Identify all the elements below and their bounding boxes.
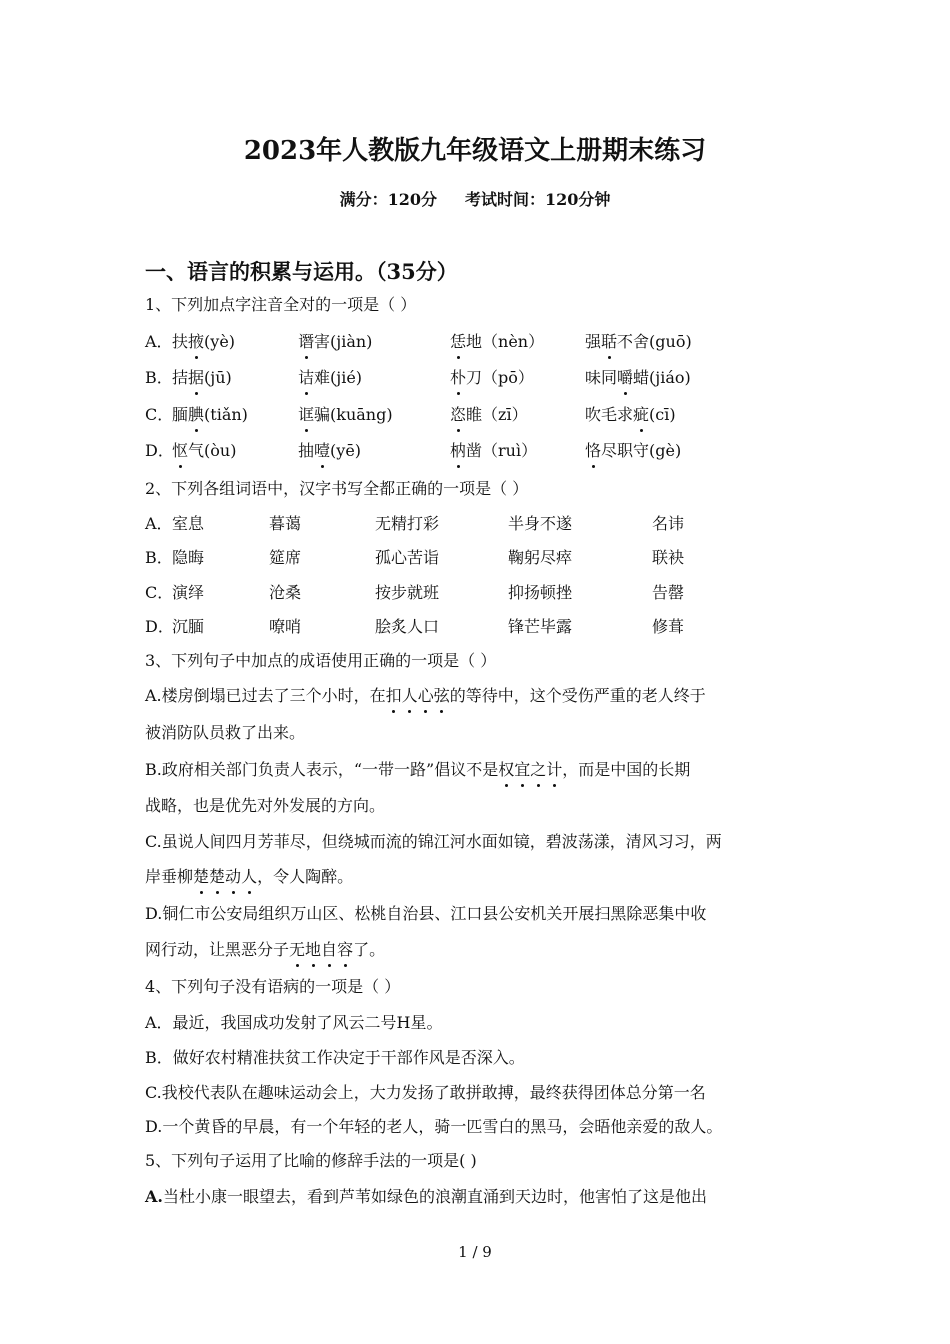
text: 刀（pō） <box>466 368 534 387</box>
text: 腼 <box>172 405 189 424</box>
question-4-option-c: C.我校代表队在趣味运动会上，大力发扬了敢拼敢搏，最终获得团体总分第一名 <box>145 1083 706 1102</box>
text: (jū) <box>204 368 232 387</box>
exam-time: 考试时间：120分钟 <box>465 190 611 209</box>
text: 强 <box>585 332 602 351</box>
dotted-char: 掖 <box>188 332 205 351</box>
dotted-char: 计 <box>546 760 563 779</box>
word-item: 隐晦 <box>172 548 205 567</box>
pinyin-item <box>172 440 236 462</box>
dotted-char: 无 <box>289 940 306 959</box>
text: 抽 <box>298 441 315 460</box>
text: 了。 <box>353 940 386 959</box>
question-4-stem: 4、下列句子没有语病的一项是（ ） <box>145 977 401 996</box>
question-3-option-d-cont <box>145 939 385 961</box>
text: 睢（zī） <box>466 405 528 424</box>
dotted-char: 据 <box>188 368 205 387</box>
question-3-option-c-cont <box>145 866 353 888</box>
dotted-char: 诘 <box>298 368 315 387</box>
word-item: 鞠躬尽瘁 <box>508 548 573 567</box>
pinyin-item <box>298 404 393 426</box>
word-item: 锋芒毕露 <box>508 617 573 636</box>
question-5-stem: 5、下列句子运用了比喻的修辞手法的一项是( ) <box>145 1151 477 1170</box>
option-label: B． <box>145 548 173 567</box>
text: 蜡(jiáo) <box>633 368 691 387</box>
pinyin-item <box>585 331 692 353</box>
dotted-char: 容 <box>337 940 354 959</box>
text: 拮 <box>172 368 189 387</box>
text: 味同 <box>585 368 618 387</box>
dotted-char: 自 <box>321 940 338 959</box>
pinyin-item <box>298 440 361 462</box>
full-score: 满分：120分 <box>339 190 437 209</box>
text: ，而是中国的长期 <box>562 760 691 779</box>
word-item: 名讳 <box>652 514 685 533</box>
pinyin-item <box>450 440 537 462</box>
word-item: 筵席 <box>269 548 302 567</box>
text: 网行动，让黑恶分子 <box>145 940 290 959</box>
dotted-char: 扣 <box>385 686 402 705</box>
text: 气(òu) <box>188 441 237 460</box>
text: 扶 <box>172 332 189 351</box>
text: 尽职守(gè) <box>601 441 682 460</box>
pinyin-item <box>172 404 248 426</box>
question-5-option-a <box>145 1186 707 1208</box>
text: 难(jié) <box>314 368 363 387</box>
question-4-option-d: D.一个黄昏的早晨，有一个年轻的老人，骑一匹雪白的黑马，会晤他亲爱的敌人。 <box>145 1117 723 1136</box>
word-item: 脍炙人口 <box>375 617 440 636</box>
pinyin-item <box>172 367 232 389</box>
pinyin-item <box>585 404 676 426</box>
question-3-option-a <box>145 685 706 707</box>
pinyin-item <box>450 404 528 426</box>
word-item: 告罄 <box>652 583 685 602</box>
pinyin-item <box>298 331 372 353</box>
dotted-char: 恁 <box>450 332 467 351</box>
option-label: D． <box>145 441 174 460</box>
dotted-char: 腆 <box>188 405 205 424</box>
dotted-char: 地 <box>305 940 322 959</box>
text: 当杜小康一眼望去，看到芦苇如绿色的浪潮直涌到天边时，他害怕了这是他出 <box>162 1187 707 1206</box>
dotted-char: 怄 <box>172 441 189 460</box>
word-item: 嘹哨 <box>269 617 302 636</box>
option-label: A. <box>145 1187 163 1206</box>
word-item: 抑扬顿挫 <box>508 583 573 602</box>
text: 地（nèn） <box>466 332 545 351</box>
dotted-char: 动 <box>225 867 242 886</box>
pinyin-item <box>585 367 691 389</box>
question-4-option-b: B．做好农村精准扶贫工作决定于干部作风是否深入。 <box>145 1048 525 1067</box>
option-label: C． <box>145 405 174 424</box>
pinyin-item <box>450 331 544 353</box>
exam-info <box>0 187 950 210</box>
text: 凿（ruì） <box>466 441 538 460</box>
dotted-char: 枘 <box>450 441 467 460</box>
question-3-option-c: C.虽说人间四月芳菲尽，但绕城而流的锦江河水面如镜，碧波荡漾，清风习习，两 <box>145 832 722 851</box>
dotted-char: 弦 <box>433 686 450 705</box>
word-item: 暮蔼 <box>269 514 302 533</box>
dotted-char: 宜 <box>514 760 531 779</box>
dotted-idiom <box>386 686 450 705</box>
text: 骗(kuāng) <box>314 405 393 424</box>
question-4-option-a: A．最近，我国成功发射了风云二号H星。 <box>145 1013 443 1032</box>
word-item: 半身不遂 <box>508 514 573 533</box>
word-item: 沧桑 <box>269 583 302 602</box>
question-3-option-b <box>145 759 690 781</box>
question-3-stem: 3、下列句子中加点的成语使用正确的一项是（ ） <box>145 651 497 670</box>
dotted-char: 之 <box>530 760 547 779</box>
word-item: 室息 <box>172 514 205 533</box>
text: (tiǎn) <box>204 405 248 424</box>
text: 岸垂柳 <box>145 867 194 886</box>
question-3-option-d: D.铜仁市公安局组织万山区、松桃自治县、江口县公安机关开展扫黑除恶集中收 <box>145 904 707 923</box>
word-item: 沉腼 <box>172 617 205 636</box>
word-item: 演绎 <box>172 583 205 602</box>
dotted-char: 噎 <box>314 441 331 460</box>
dotted-char: 诓 <box>298 405 315 424</box>
question-3-option-a-cont: 被消防队员救了出来。 <box>145 723 306 742</box>
dotted-idiom <box>289 940 353 959</box>
option-label: C． <box>145 583 174 602</box>
option-label: B． <box>145 368 173 387</box>
dotted-char: 人 <box>241 867 258 886</box>
text: B.政府相关部门负责人表示，“一带一路”倡议不是 <box>145 760 499 779</box>
page-number: 1 / 9 <box>458 1243 492 1261</box>
pinyin-item <box>585 440 681 462</box>
dotted-char: 心 <box>417 686 434 705</box>
text: 的等待中，这个受伤严重的老人终于 <box>449 686 706 705</box>
dotted-char: 楚 <box>209 867 226 886</box>
question-1-stem: 1、下列加点字注音全对的一项是（ ） <box>145 295 417 314</box>
dotted-char: 朴 <box>450 368 467 387</box>
dotted-char: 权 <box>498 760 515 779</box>
dotted-char: 疵 <box>633 405 650 424</box>
question-3-option-b-cont: 战略，也是优先对外发展的方向。 <box>145 796 386 815</box>
dotted-char: 聒 <box>601 332 618 351</box>
text: A.楼房倒塌已过去了三个小时，在 <box>145 686 386 705</box>
word-item: 按步就班 <box>375 583 440 602</box>
dotted-char: 恪 <box>585 441 602 460</box>
word-item: 修葺 <box>652 617 685 636</box>
text: 害(jiàn) <box>314 332 373 351</box>
dotted-idiom <box>498 760 562 779</box>
pinyin-item <box>172 331 235 353</box>
question-2-stem: 2、下列各组词语中，汉字书写全都正确的一项是（ ） <box>145 479 529 498</box>
dotted-char: 人 <box>401 686 418 705</box>
option-label: A． <box>145 332 173 351</box>
page-title: 2023年人教版九年级语文上册期末练习 <box>243 136 707 166</box>
word-item: 联袂 <box>652 548 685 567</box>
dotted-idiom <box>193 867 257 886</box>
dotted-char: 谮 <box>298 332 315 351</box>
text: 吹毛求 <box>585 405 634 424</box>
text: (cī) <box>649 405 676 424</box>
option-label: A． <box>145 514 173 533</box>
option-label: D． <box>145 617 174 636</box>
pinyin-item <box>450 367 534 389</box>
dotted-char: 楚 <box>193 867 210 886</box>
text: (yè) <box>204 332 236 351</box>
pinyin-item <box>298 367 362 389</box>
dotted-char: 嚼 <box>617 368 634 387</box>
text: ，令人陶醉。 <box>257 867 354 886</box>
section-heading: 一、语言的积累与运用。（35分） <box>145 259 458 284</box>
dotted-char: 恣 <box>450 405 467 424</box>
word-item: 孤心苦诣 <box>375 548 440 567</box>
text: 不舍(guō) <box>617 332 692 351</box>
text: (yē) <box>330 441 362 460</box>
word-item: 无精打彩 <box>375 514 440 533</box>
